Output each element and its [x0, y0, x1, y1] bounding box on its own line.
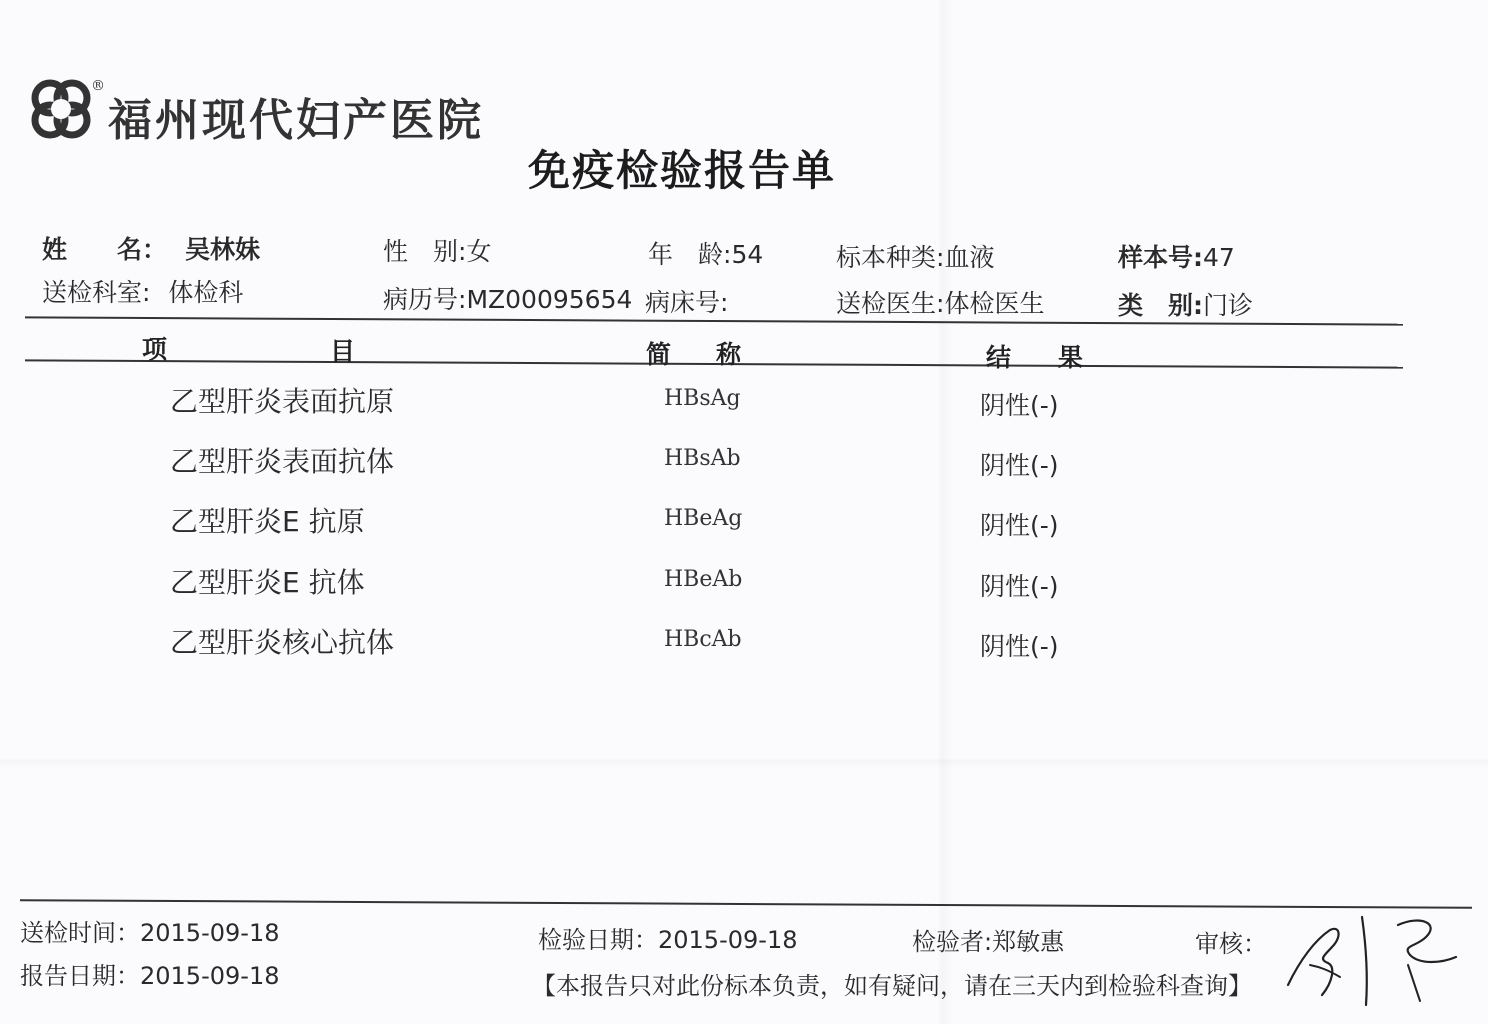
hospital-logo-icon [30, 78, 92, 140]
submit-time-field [20, 913, 279, 948]
header-result-1: 结 [986, 343, 1012, 372]
name-field [42, 230, 260, 266]
header-abbr-2: 称 [716, 340, 742, 369]
doctor-label: 送检医生: [836, 289, 945, 318]
age-label: 年 龄: [648, 240, 732, 269]
table-row-result: 阴性(-) [980, 391, 1059, 420]
header-abbr-1: 简 [646, 340, 672, 369]
category-value: 门诊 [1203, 291, 1254, 320]
table-row-item: 乙型肝炎E 抗原 [170, 505, 365, 538]
test-date-value: 2015-09-18 [658, 926, 798, 954]
table-row-abbr: HBsAb [664, 446, 741, 471]
record-no-field [383, 280, 632, 316]
sex-label: 性 别: [383, 237, 467, 266]
dept-label: 送检科室: [42, 278, 151, 307]
table-row-abbr: HBeAg [664, 506, 743, 531]
sample-no-field [1118, 238, 1235, 274]
sex-value: 女 [466, 237, 492, 266]
bed-no-label: 病床号: [645, 288, 729, 317]
registered-mark: ® [91, 78, 105, 94]
report-date-field [20, 956, 279, 991]
category-label: 类 别: [1118, 291, 1203, 320]
doctor-field [836, 284, 1044, 320]
table-row-abbr: HBsAg [664, 386, 741, 411]
submit-time-label: 送检时间： [20, 919, 140, 947]
submit-time-value: 2015-09-18 [140, 919, 280, 947]
age-field [648, 235, 763, 271]
doctor-value: 体检医生 [944, 289, 1045, 318]
header-result-2: 果 [1058, 343, 1084, 372]
table-row-item: 乙型肝炎核心抗体 [170, 626, 395, 659]
report-date-label: 报告日期： [20, 962, 140, 990]
footer-rule [20, 899, 1472, 909]
specimen-type-label: 标本种类: [836, 243, 945, 272]
table-header-rule [25, 359, 1403, 368]
specimen-type-value: 血液 [944, 243, 995, 272]
name-label: 姓 名： [42, 235, 168, 264]
table-row-result: 阴性(-) [980, 451, 1059, 480]
sample-no-value: 47 [1203, 243, 1235, 272]
hospital-name: 福州现代妇产医院 [108, 95, 484, 146]
report-date-value: 2015-09-18 [140, 962, 280, 990]
reviewer-label: 审核： [1195, 930, 1267, 958]
table-row-item: 乙型肝炎表面抗原 [170, 385, 395, 418]
reviewer-signature [1270, 905, 1470, 1015]
name-value: 吴林妹 [184, 235, 260, 264]
specimen-type-field [836, 238, 994, 274]
table-row-result: 阴性(-) [980, 511, 1059, 540]
age-value: 54 [731, 240, 764, 269]
table-row-item: 乙型肝炎表面抗体 [170, 445, 395, 478]
header-item-1: 项 [142, 335, 168, 364]
category-field [1118, 286, 1253, 322]
record-no-label: 病历号: [383, 285, 467, 314]
header-item-2: 目 [330, 337, 356, 366]
tester-label: 检验者: [912, 928, 993, 956]
sex-field [383, 232, 491, 268]
report-title: 免疫检验报告单 [528, 146, 837, 195]
tester-field [912, 922, 1064, 957]
test-date-label: 检验日期： [538, 926, 658, 954]
table-row-item: 乙型肝炎E 抗体 [170, 566, 365, 599]
table-row-result: 阴性(-) [980, 572, 1059, 601]
disclaimer-text: 【本报告只对此份标本负责，如有疑问，请在三天内到检验科查询】 [532, 972, 1252, 1000]
record-no-value: MZ00095654 [466, 285, 633, 314]
bed-no-field [645, 283, 728, 319]
table-row-abbr: HBcAb [664, 627, 742, 652]
table-row-abbr: HBeAb [664, 567, 743, 592]
dept-value: 体检科 [168, 278, 244, 307]
table-row-result: 阴性(-) [980, 632, 1059, 661]
sample-no-label: 样本号: [1118, 243, 1203, 272]
dept-field [42, 273, 243, 309]
test-date-field [538, 920, 797, 955]
tester-value: 郑敏惠 [992, 928, 1065, 956]
